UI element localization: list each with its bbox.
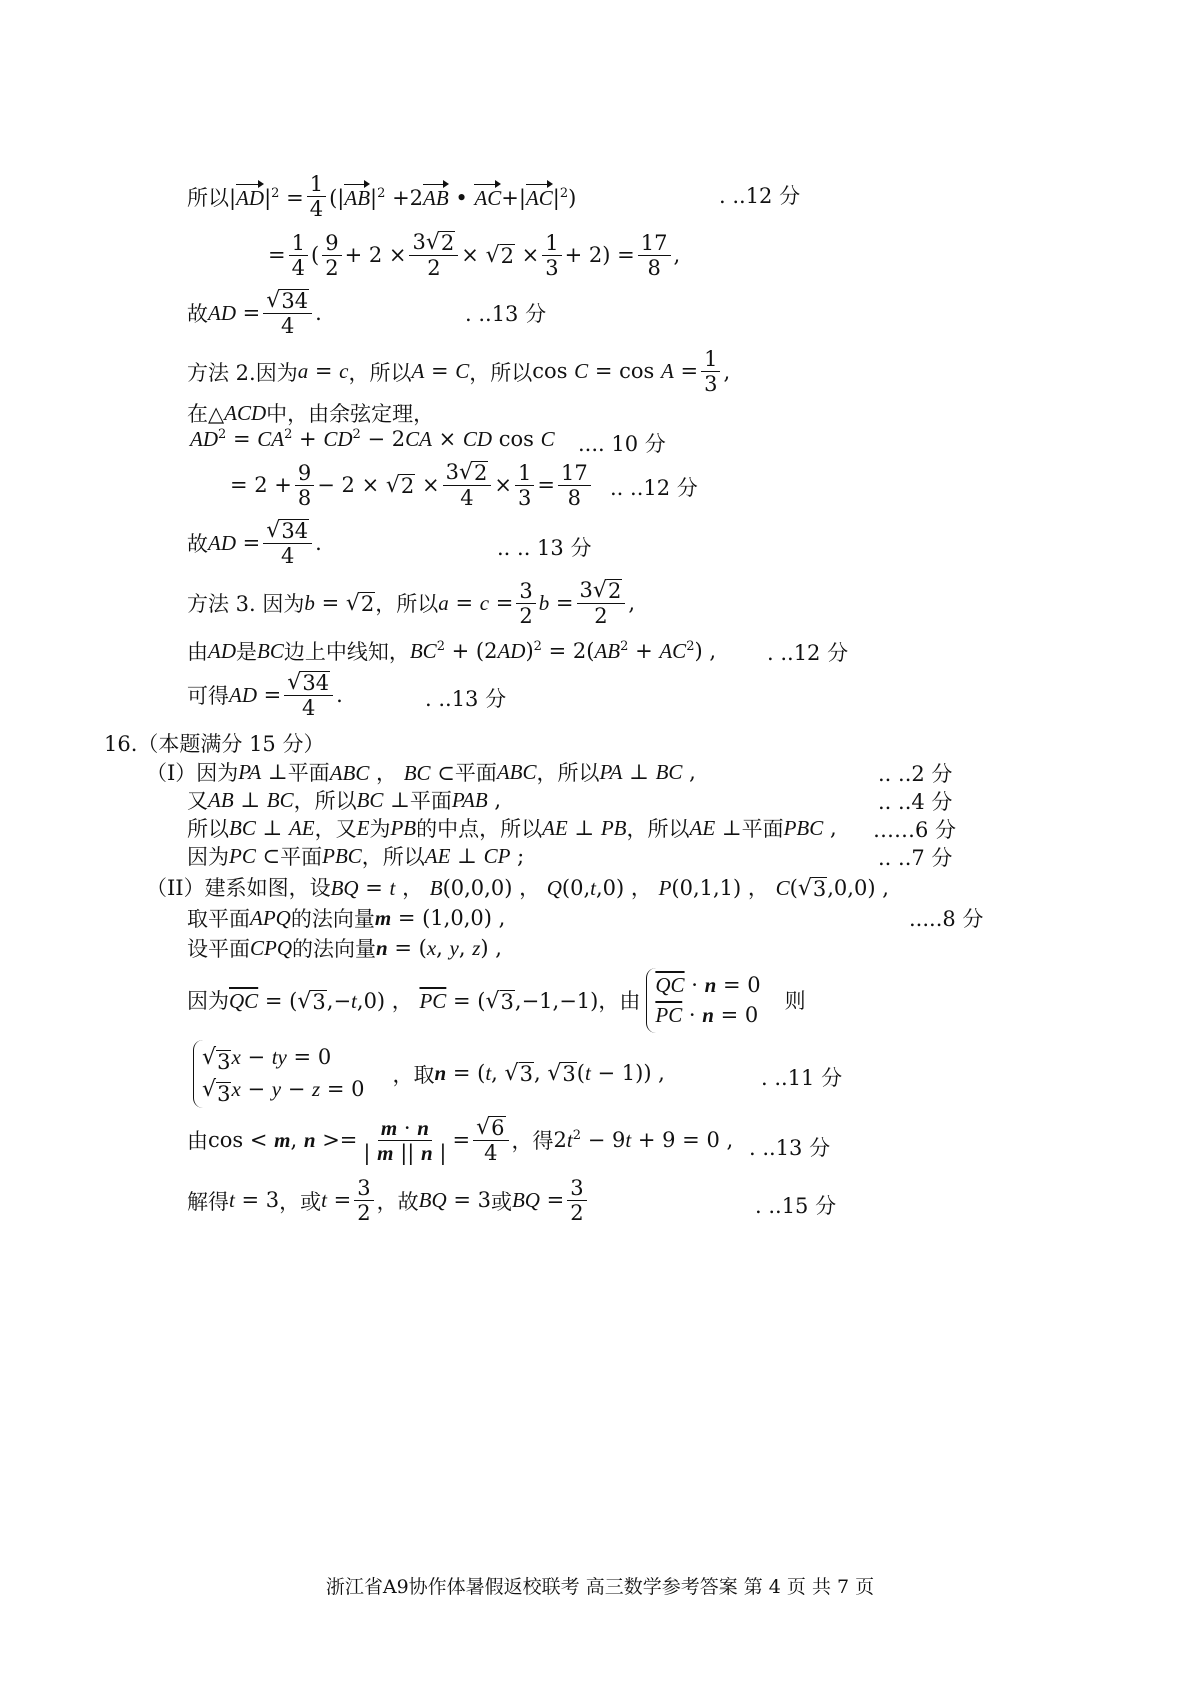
score-10: .... 10 分 xyxy=(578,432,666,456)
score-6: ……6 分 xyxy=(873,818,957,842)
method2-line4: = 2 + $\frac{9}{8}$ − 2 × √ 2 × 3 √ 2 4 × $\frac{1}{3}$ = $\frac{17}{8}$ xyxy=(230,460,594,510)
result-ad-1: 故 AD = √ 34 4 . xyxy=(187,288,322,339)
result-ad-2: 故 AD = √ 34 4 . xyxy=(187,518,322,569)
part2-line5: √ 3 x − ty = 0 √ 3 x − y − z = 0 ，取 n = (t, √ 3 , √ 3 (t − 1)) , xyxy=(187,1040,665,1108)
score-13c: . ..13 分 xyxy=(425,687,507,711)
method2-line3: $AD^2 = CA^2 + CD^2 - 2CA$ × CD cos C xyxy=(190,427,555,451)
score-11: . ..11 分 xyxy=(761,1066,843,1090)
text-plane-4: 平面 xyxy=(741,817,784,841)
text-is: 是 xyxy=(236,640,257,664)
part1-line2: 又 AB ⊥ BC ，所以 BC ⊥ 平面 PAB , xyxy=(187,785,501,815)
text-from: ，由 xyxy=(598,989,641,1014)
text-plane-3: 平面 xyxy=(409,789,452,813)
score-2: .. ..2 分 xyxy=(878,762,953,786)
method2-line1: 方法 2.因为 a = c ，所以 A = C ，所以 cos C = cos A = $\frac{1}{3}$ , xyxy=(187,347,731,397)
part1-line3: 所以 BC ⊥ AE ，又 E 为 PB 的中点，所以 AE ⊥ PB ，所以 AE ⊥ 平面 PBC , xyxy=(187,813,837,843)
text-so-3: ，所以 xyxy=(469,360,533,385)
part1-line4: 因为 PC ⊂ 平面 PBC ，所以 AE ⊥ CP ; xyxy=(187,841,524,871)
text-method3: 方法 3. 因为 xyxy=(187,592,305,617)
text-then: 则 xyxy=(784,989,806,1014)
text-set-plane: 设平面 xyxy=(187,937,250,961)
text-so-8: ，所以 xyxy=(626,817,690,841)
linear-system: √ 3 x − ty = 0 √ 3 x − y − z = 0 xyxy=(193,1040,373,1108)
part2-line4: 因为 $\overline{QC}$ = ( √ 3 ,−t,0) ， $\overline{PC}$ = ( √ 3 ,−1,−1) ，由 $\overline{QC} \cdot n = 0$ $\overline{PC} \cdot n = 0$ 则 xyxy=(187,968,806,1033)
part2-line1: （II）建系如图，设 BQ = t ， B(0,0,0) ， Q(0,t,0) ， P(0,1,1) ， C( √ 3 ,0,0) , xyxy=(146,872,889,902)
score-12: . ..12 分 xyxy=(719,184,801,208)
text-median: 边上中线知， xyxy=(283,640,410,664)
part2-line2: 取平面 APQ 的法向量 m = (1,0,0) , xyxy=(187,903,505,933)
score-7: .. ..7 分 xyxy=(878,846,953,870)
text-midpoint: 的中点，所以 xyxy=(416,817,543,841)
score-13b: .. .. 13 分 xyxy=(497,536,592,560)
dot-product-system: $\overline{QC} \cdot n = 0$ $\overline{PC} \cdot n = 0$ xyxy=(646,968,768,1033)
text-plane-5: 平面 xyxy=(280,845,323,869)
question-16-header: 16.（本题满分 15 分） xyxy=(104,732,325,756)
method2-line2: 在△ ACD 中，由余弦定理， xyxy=(187,398,434,428)
formula-line-ad-squared: 所以 $|AD|^2$ = $\frac{1}{4}$ ($|AB|^2 +2AB$ • $AC+|AC|^2$) xyxy=(187,172,577,222)
text-hence-3: ，故 xyxy=(376,1189,419,1214)
text-because: 因为 xyxy=(187,845,229,869)
text-in-triangle: 在△ xyxy=(187,402,225,426)
method3-line2: 由 AD 是 BC 边上中线知， $BC^2 + (2AD)^2 = 2(AB^2 + AC^2)$ , xyxy=(187,636,716,666)
text-solve: 解得 xyxy=(187,1189,229,1214)
text-plane-2: 平面 xyxy=(454,761,497,785)
text-by-2: 由 xyxy=(187,1129,208,1154)
text-obtain: 可得 xyxy=(187,684,229,709)
text-cosine-law: 中，由余弦定理， xyxy=(266,402,435,426)
score-15: . ..15 分 xyxy=(755,1194,837,1218)
page-footer: 浙江省A9协作体暑假返校联考 高三数学参考答案 第 4 页 共 7 页 xyxy=(325,1576,875,1598)
text-is-2: 为 xyxy=(369,817,391,841)
text-so-6: ，所以 xyxy=(293,789,357,813)
text-plane-1: 平面 xyxy=(287,761,330,785)
formula-line-calc: = $\frac{1}{4}$ ( $\frac{9}{2}$ + 2 × 3 √ 2 2 × √ 2 × $\frac{1}{3}$ + 2) = $\frac{17}{8}$ , xyxy=(268,230,681,281)
text-so: 所以 xyxy=(187,185,229,210)
part2-line6: 由 cos < m, n >= $\frac{m \cdot n}{| m || n |}$ = √ 6 4 ，得 $2t^2 - 9t + 9 = 0$ , xyxy=(187,1115,734,1166)
text-so-9: ，所以 xyxy=(361,845,425,869)
text-by: 由 xyxy=(187,640,208,664)
text-normal-vector: 的法向量 xyxy=(290,907,375,931)
text-also-2: ，又 xyxy=(314,817,357,841)
part1-line1: （I）因为 PA ⊥ 平面 ABC ， BC ⊂ 平面 ABC ，所以 PA ⊥ BC , xyxy=(146,757,696,787)
text-hence-2: 故 xyxy=(187,532,208,557)
text-part1: （I）因为 xyxy=(146,761,239,785)
part2-line3: 设平面 CPQ 的法向量 n = (x, y, z) , xyxy=(187,933,502,963)
text-get: ，得 xyxy=(511,1129,554,1154)
text-so-5: ，所以 xyxy=(536,761,600,785)
text-also: 又 xyxy=(187,789,208,813)
result-ad-3: 可得 AD = √ 34 4 . xyxy=(187,670,343,721)
text-normal-vector-2: 的法向量 xyxy=(292,937,376,961)
score-12b: .. ..12 分 xyxy=(610,476,698,500)
score-13a: . ..13 分 xyxy=(465,302,547,326)
text-take: ，取 xyxy=(392,1062,435,1087)
score-13d: . ..13 分 xyxy=(749,1136,831,1160)
part2-line7: 解得 t = 3 ，或 t = $\frac{3}{2}$ ，故 BQ = 3 或 BQ = $\frac{3}{2}$ xyxy=(187,1176,590,1225)
text-so-4: ，所以 xyxy=(375,592,439,617)
method3-line1: 方法 3. 因为 b = √ 2 ，所以 a = c = $\frac{3}{2}$ b = 3 √ 2 2 , xyxy=(187,578,635,629)
text-or: ，或 xyxy=(279,1189,322,1214)
text-so-2: ，所以 xyxy=(348,360,412,385)
text-so-7: 所以 xyxy=(187,817,229,841)
text-part2: （II）建系如图，设 xyxy=(146,876,331,900)
score-12c: . ..12 分 xyxy=(767,641,849,665)
score-4: .. ..4 分 xyxy=(878,790,953,814)
text-method2: 方法 2.因为 xyxy=(187,360,298,385)
text-take-plane: 取平面 xyxy=(187,907,250,931)
text-or-2: 或 xyxy=(490,1189,512,1214)
text-hence: 故 xyxy=(187,302,208,327)
text-because-2: 因为 xyxy=(187,989,229,1014)
score-8: .....8 分 xyxy=(909,907,984,931)
